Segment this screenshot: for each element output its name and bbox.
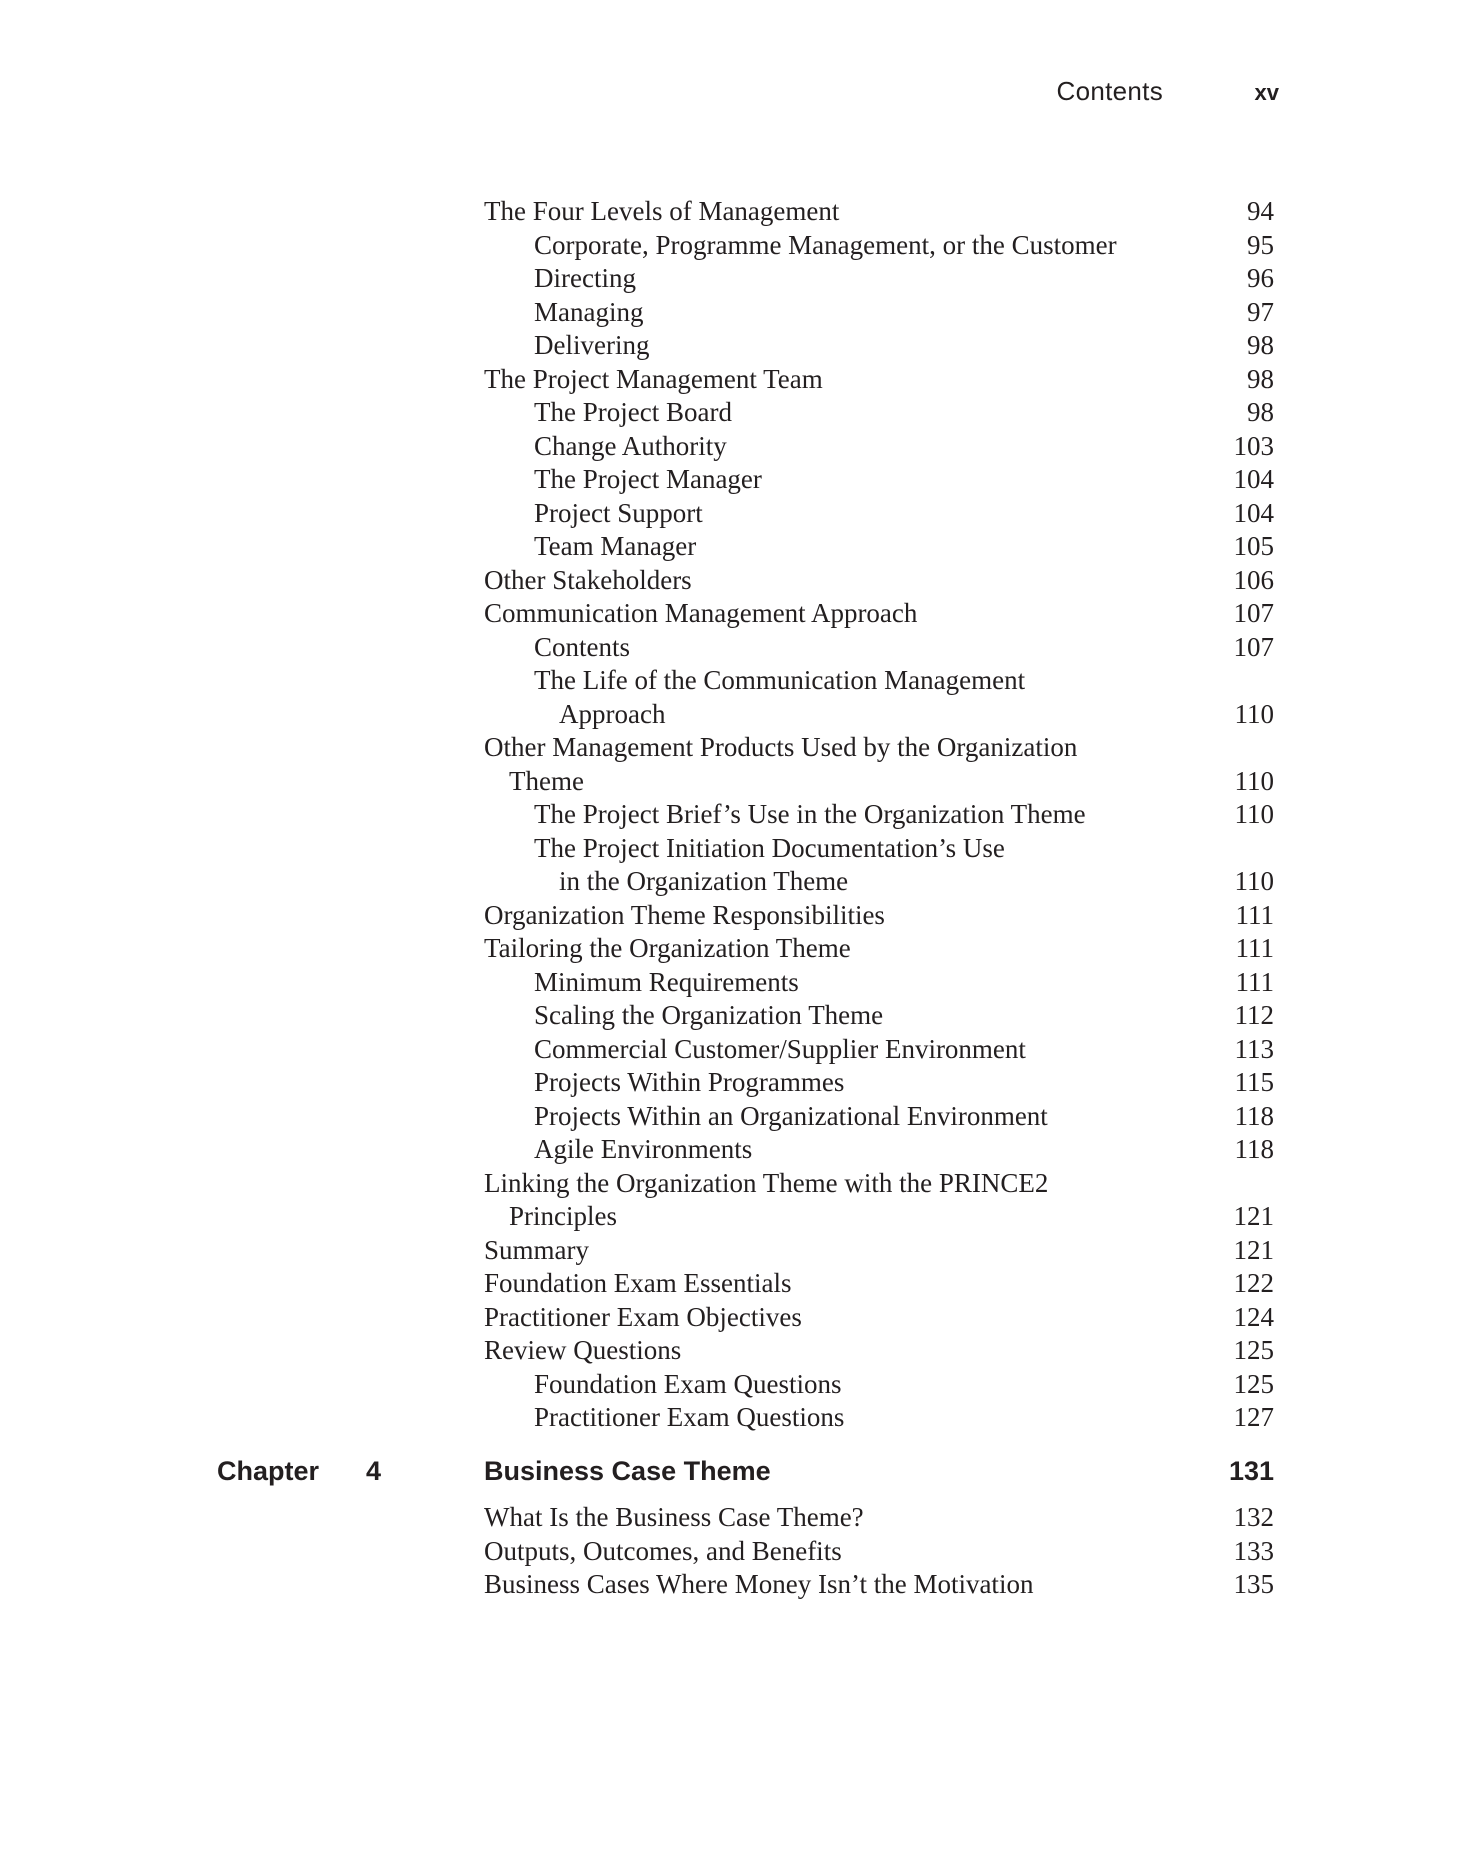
toc-entry (484, 1401, 1274, 1435)
toc-entry-title: The Project Initiation Documentation’s Use (534, 832, 1005, 863)
toc-entry-page-number: 98 (1247, 363, 1274, 394)
toc-entry-page-number: 118 (1234, 1100, 1274, 1131)
toc-entry-title: Approach (559, 698, 666, 729)
toc-entry-title: The Project Brief’s Use in the Organization Theme (534, 799, 1086, 829)
toc-entry-page-number: 124 (1233, 1301, 1274, 1332)
toc-entry (484, 1301, 1274, 1335)
toc-entry-title: Corporate, Programme Management, or the Customer (534, 229, 1117, 260)
toc-entry-title: Theme (509, 765, 584, 796)
toc-entry (484, 1535, 1274, 1569)
toc-entry (484, 396, 1274, 430)
toc-entry-page-number: 118 (1234, 1134, 1274, 1164)
toc-entry (484, 1368, 1274, 1402)
toc-entry (484, 1568, 1274, 1602)
toc-entry-page-number: 98 (1247, 330, 1274, 360)
toc-entry-title: Projects Within an Organizational Environment (534, 1100, 1048, 1131)
toc-entry-page-number: 135 (1233, 1569, 1274, 1599)
toc-entry-page-number: 97 (1247, 296, 1274, 327)
toc-entry-page-number: 105 (1233, 531, 1274, 561)
toc-entry-page-number: 115 (1234, 1067, 1274, 1097)
toc-entry-title: What Is the Business Case Theme? (484, 1502, 864, 1532)
toc-entry (484, 1100, 1274, 1134)
toc-entry-title: Tailoring the Organization Theme (484, 933, 851, 963)
toc-entry-page-number: 111 (1235, 899, 1274, 930)
toc-entry (484, 798, 1274, 832)
toc-entry-title: Linking the Organization Theme with the PRINCE2 (484, 1167, 1049, 1198)
chapter-label: Chapter (217, 1456, 320, 1486)
toc-entry-title: Foundation Exam Essentials (484, 1268, 792, 1298)
toc-entry-title: Commercial Customer/Supplier Environment (534, 1033, 1026, 1064)
toc-entry (484, 564, 1274, 598)
toc-entry (484, 1334, 1274, 1368)
toc-entry-title: Directing (534, 263, 636, 293)
toc-entry (484, 329, 1274, 363)
toc-entry (484, 1267, 1274, 1301)
running-head-page-number: xv (1254, 80, 1279, 105)
toc-entry-page-number: 110 (1234, 866, 1274, 896)
toc-entry-page-number: 112 (1234, 1000, 1274, 1030)
toc-entry (484, 698, 1274, 732)
toc-entry (484, 229, 1274, 263)
toc-entry-page-number: 95 (1247, 229, 1274, 260)
toc-entry-page-number: 121 (1233, 1201, 1274, 1231)
toc-entry (484, 195, 1274, 229)
toc-entry-title: Other Management Products Used by the Organization (484, 732, 1078, 762)
chapter-page-number: 131 (1228, 1456, 1274, 1486)
toc-entry-title: Practitioner Exam Objectives (484, 1301, 802, 1332)
chapter-heading (0, 1456, 1475, 1496)
toc-entry-page-number: 113 (1234, 1033, 1274, 1064)
toc-entry (484, 430, 1274, 464)
toc-entry (484, 932, 1274, 966)
toc-entry (484, 1200, 1274, 1234)
toc-entry-title: Managing (534, 296, 644, 327)
toc-entry (484, 363, 1274, 397)
toc-entry-page-number: 133 (1233, 1535, 1274, 1566)
toc-entry-title: Project Support (534, 497, 703, 528)
toc-entry (484, 1234, 1274, 1268)
toc-entry (484, 999, 1274, 1033)
toc-entry-title: Outputs, Outcomes, and Benefits (484, 1535, 842, 1566)
toc-entry-page-number: 110 (1234, 698, 1274, 729)
toc-entry-title: The Project Management Team (484, 363, 823, 394)
toc-entry-title: Minimum Requirements (534, 966, 799, 997)
toc-entry-title: The Life of the Communication Management (534, 665, 1026, 695)
toc-entry-page-number: 122 (1233, 1268, 1274, 1298)
toc-entry-title: in the Organization Theme (559, 866, 849, 896)
toc-entry-page-number: 98 (1247, 397, 1274, 427)
chapter-number: 4 (366, 1456, 382, 1486)
toc-entry-title: Business Cases Where Money Isn’t the Motivation (484, 1569, 1034, 1599)
toc-entry-title: Contents (534, 631, 631, 662)
toc-entry-title: Summary (484, 1234, 589, 1265)
toc-entry-page-number: 107 (1233, 598, 1274, 628)
toc-entry-page-number: 104 (1233, 497, 1274, 528)
toc-entry (484, 966, 1274, 1000)
toc-entry (484, 497, 1274, 531)
toc-entry-page-number: 96 (1247, 263, 1274, 293)
running-head (0, 76, 1475, 110)
toc-entry-title: Principles (509, 1201, 617, 1231)
toc-entry-title: Communication Management Approach (484, 598, 918, 628)
toc-entry (484, 865, 1274, 899)
toc-entry-title: Team Manager (534, 531, 697, 561)
toc-entry-title: Practitioner Exam Questions (534, 1402, 845, 1432)
toc-entry-page-number: 111 (1235, 933, 1274, 963)
toc-entry-page-number: 110 (1234, 799, 1274, 829)
toc-entry-title: The Project Manager (534, 464, 762, 494)
chapter-toc-list (484, 1501, 1274, 1602)
toc-entry (484, 1066, 1274, 1100)
chapter-title: Business Case Theme (484, 1456, 771, 1486)
toc-entry-title: Scaling the Organization Theme (534, 1000, 884, 1030)
toc-entry-title: Organization Theme Responsibilities (484, 899, 885, 930)
toc-entry-page-number: 111 (1235, 966, 1274, 997)
toc-entry-page-number: 132 (1233, 1502, 1274, 1532)
toc-entry-page-number: 125 (1233, 1368, 1274, 1399)
toc-entry-page-number: 94 (1247, 196, 1274, 226)
toc-entry (484, 296, 1274, 330)
toc-entry-title: Delivering (534, 330, 650, 360)
toc-entry-page-number: 121 (1233, 1234, 1274, 1265)
toc-entry-page-number: 104 (1233, 464, 1274, 494)
toc-entry-page-number: 125 (1233, 1335, 1274, 1365)
running-head-title: Contents (1056, 76, 1163, 106)
toc-entry-title: Other Stakeholders (484, 564, 692, 595)
toc-entry (484, 765, 1274, 799)
toc-entry (484, 1501, 1274, 1535)
toc-entry-title: Agile Environments (534, 1134, 753, 1164)
toc-entry (484, 262, 1274, 296)
toc-entry (484, 899, 1274, 933)
toc-entry (484, 463, 1274, 497)
toc-entry (484, 664, 1274, 698)
toc-entry-title: Projects Within Programmes (534, 1067, 845, 1097)
toc-entry (484, 731, 1274, 765)
toc-entry-title: Change Authority (534, 430, 727, 461)
toc-entry-title: Foundation Exam Questions (534, 1368, 842, 1399)
toc-entry-page-number: 110 (1234, 765, 1274, 796)
toc-entry (484, 1033, 1274, 1067)
toc-entry-title: The Four Levels of Management (484, 196, 840, 226)
toc-entry-page-number: 127 (1233, 1402, 1274, 1432)
toc-entry-title: Review Questions (484, 1335, 682, 1365)
toc-entry (484, 631, 1274, 665)
toc-entry-page-number: 107 (1233, 631, 1274, 662)
toc-entry (484, 597, 1274, 631)
toc-entry (484, 832, 1274, 866)
toc-entry (484, 1133, 1274, 1167)
toc-entry (484, 530, 1274, 564)
toc-entry-page-number: 106 (1233, 564, 1274, 595)
toc-entry (484, 1167, 1274, 1201)
toc-entry-title: The Project Board (534, 397, 732, 427)
toc-entry-page-number: 103 (1233, 430, 1274, 461)
toc-list (484, 195, 1274, 1435)
